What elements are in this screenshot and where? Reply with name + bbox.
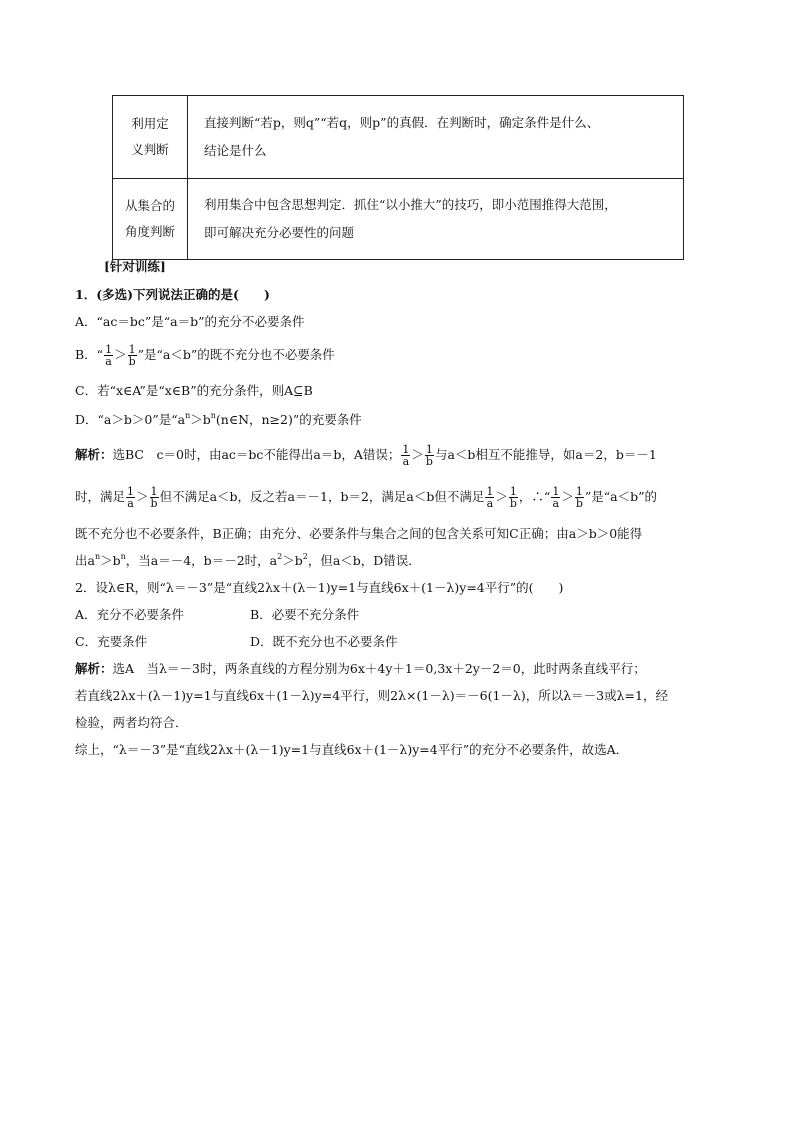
fraction-1-over-a [126,486,135,509]
q1-stem [75,285,270,305]
q1-exp-4-e: ，但a＜b，D错误． [307,553,421,568]
fraction-1-over-a [401,444,410,467]
greater-sign: ＞ [136,489,149,504]
q2-option-a: A．充分不必要条件 [75,607,185,622]
greater-sign: ＞ [495,489,508,504]
fraction-1-over-b [128,344,137,367]
fraction-numerator: 1 [509,485,517,498]
method-desc-line: 利用集合中包含思想判定．抓住“以小推大”的技巧，即小范围推得大范围， [204,197,617,212]
q1-exp-2-a: 时，满足 [75,489,126,504]
greater-sign: ＞ [411,447,424,462]
q2-explanation-line: 解析：选A 当λ＝－3时，两条直线的方程分别为6x＋4y＋1＝0,3x＋2y－2＝0，此时两条直线平行； [75,661,646,676]
q1-option-d-post: (n∈N，n≥2)”的充要条件 [215,412,362,427]
fraction-1-over-a [485,486,494,509]
q2-explanation-line: 若直线2λx＋(λ－1)y=1与直线6x＋(1－λ)y=4平行，则2λ×(1－λ)＝－6(1－λ)，所以λ＝－3或λ=1，经 [75,688,668,703]
method-name-cell [113,179,188,260]
fraction-denominator: b [150,497,158,510]
q1-exp-4-c: ，当a＝－4，b＝－2时，a [125,553,278,568]
table-row [113,179,684,260]
q1-exp-2-b: 但不满足a＜b，反之若a＝－1，b＝2，满足a＜b但不满足 [159,489,485,504]
fraction-denominator: a [105,355,112,368]
q1-exp-4-a: 出a [75,553,95,568]
fraction-numerator: 1 [402,443,410,456]
q1-option-c: C．若“x∈A”是“x∈B”的充分条件，则A⊆B [75,383,313,398]
fraction-1-over-b [509,486,518,509]
q1-option-a: A．“ac＝bc”是“a＝b”的充分不必要条件 [75,314,305,329]
fraction-numerator: 1 [150,485,158,498]
q1-option-d-mid: ＞b [190,412,211,427]
fraction-denominator: b [509,497,517,510]
exponent: 2 [302,552,308,561]
q1-exp-4-b: ＞b [100,553,121,568]
exponent: 2 [277,552,283,561]
fraction-numerator: 1 [425,443,433,456]
greater-sign: ＞ [114,347,127,362]
q1-explanation-line [75,486,657,509]
fraction-denominator: b [425,455,433,468]
method-desc-cell [188,179,684,260]
fraction-1-over-b [150,486,159,509]
exponent: n [185,411,191,420]
exponent: n [120,552,126,561]
fraction-numerator: 1 [105,343,113,356]
method-name-line: 义判断 [131,142,169,157]
q2-stem: 2．设λ∈R，则“λ＝－3”是“直线2λx＋(λ－1)y=1与直线6x＋(1－λ)y=4平行”的( ) [75,580,564,595]
q2-option-b: B．必要不充分条件 [250,607,360,622]
method-name-line: 利用定 [131,116,169,131]
fraction-denominator: a [486,497,494,510]
method-desc-line: 即可解决充分必要性的问题 [204,225,355,240]
explanation-label: 解析： [75,447,113,462]
fraction-1-over-b [425,444,434,467]
q1-option-b [75,344,335,367]
q1-option-b-suffix: ”是“a＜b”的既不充分也不必要条件 [137,347,335,362]
method-desc-line: 直接判断“若p，则q”“若q，则p”的真假．在判断时，确定条件是什么、 [204,115,600,130]
explanation-label: 解析： [75,661,113,676]
fraction-denominator: a [127,497,134,510]
training-heading: [针对训练] [104,259,166,274]
q1-explanation-line: 既不充分也不必要条件，B正确；由充分、必要条件与集合之间的包含关系可知C正确；由a＞b＞0能得 [75,526,643,541]
q1-exp-2-c: ，∴“ [518,489,551,504]
method-table [112,95,684,260]
table-row [113,96,684,179]
fraction-1-over-a [104,344,113,367]
q2-option-d: D．既不充分也不必要条件 [250,634,398,649]
method-desc-cell [188,96,684,179]
q1-exp-4-d: ＞b [282,553,303,568]
q1-option-b-prefix: B．“ [75,347,104,362]
fraction-numerator: 1 [486,485,494,498]
fraction-numerator: 1 [575,485,583,498]
fraction-1-over-a [551,486,560,509]
fraction-numerator: 1 [552,485,560,498]
fraction-numerator: 1 [128,343,136,356]
q1-exp-1-post: 与a＜b相互不能推导，如a＝2，b＝－1 [434,447,657,462]
method-desc-line: 结论是什么 [204,143,267,158]
fraction-1-over-b [575,486,584,509]
q1-option-d-pre: D．“a＞b＞0”是“a [75,412,186,427]
q1-explanation-line [75,551,421,571]
q1-stem-text: 1．(多选)下列说法正确的是( ) [75,287,270,302]
q1-exp-1-pre: 解析：选BC c＝0时，由ac＝bc不能得出a＝b，A错误； [75,447,401,462]
q1-explanation-line [75,444,657,467]
method-name-cell [113,96,188,179]
q2-explanation-line: 综上，“λ＝－3”是“直线2λx＋(λ－1)y=1与直线6x＋(1－λ)y=4平行”的充分不必要条件，故选A． [75,742,629,757]
q2-explanation-line: 检验，两者均符合． [75,715,188,730]
fraction-denominator: a [402,455,410,468]
greater-sign: ＞ [561,489,574,504]
exponent: n [210,411,216,420]
method-name-line: 角度判断 [124,224,175,239]
q1-option-d [75,410,362,430]
fraction-denominator: b [575,497,583,510]
exponent: n [94,552,101,561]
fraction-denominator: a [552,497,560,510]
q2-option-c: C．充要条件 [75,634,148,649]
fraction-numerator: 1 [127,485,135,498]
method-name-line: 从集合的 [124,198,175,213]
fraction-denominator: b [128,355,136,368]
q1-exp-2-d: ”是“a＜b”的 [584,489,658,504]
